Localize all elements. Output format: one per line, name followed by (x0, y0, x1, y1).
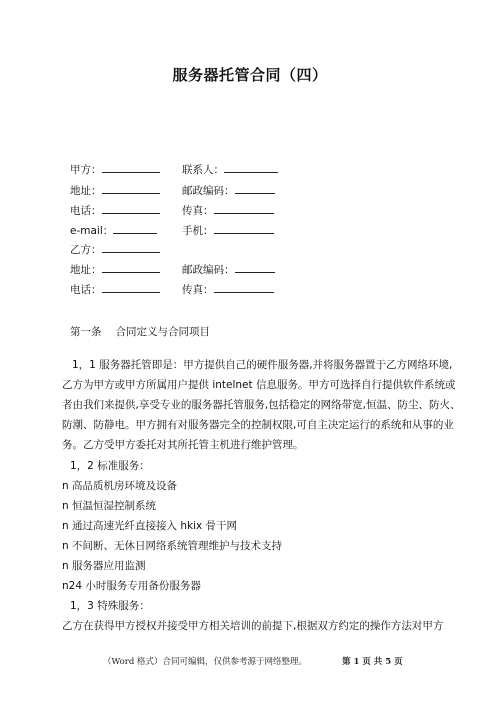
field-label: 传真： (182, 205, 214, 217)
field-label: 电话： (70, 284, 102, 296)
fill-blank[interactable] (102, 183, 160, 194)
list-item: n 服务器应用监测 (62, 560, 146, 572)
section-heading (70, 324, 210, 339)
clause-1-3-title: 1，3 特殊服务： (70, 600, 150, 612)
field-label: e-mail： (70, 225, 114, 237)
fill-blank[interactable] (102, 282, 160, 293)
fill-blank[interactable] (113, 223, 157, 234)
paragraph-line: 者由我们来提供,享受专业的服务器托管服务,包括稳定的网络带宽,恒温、防尘、防火、 (62, 399, 461, 411)
fill-blank[interactable] (214, 223, 274, 234)
fill-blank[interactable] (102, 203, 160, 214)
fill-blank[interactable] (224, 162, 278, 173)
field-label: 地址： (70, 185, 102, 197)
list-item: n 高品质机房环境及设备 (62, 480, 177, 492)
fill-blank[interactable] (235, 262, 275, 273)
field-label: 电话： (70, 205, 102, 217)
clause-1-2-title: 1，2 标准服务： (70, 460, 150, 472)
fill-blank[interactable] (102, 162, 160, 173)
list-item: n 通过高速光纤直接接入 hkix 骨干网 (62, 520, 238, 532)
fill-blank[interactable] (102, 242, 160, 253)
clause-1-1 (62, 355, 461, 455)
list-item: n 不间断、无休日网络系统管理维护与技术支持 (62, 540, 282, 552)
field-label: 甲方： (70, 164, 102, 176)
paragraph-line: 务。乙方受甲方委托对其所托管主机进行维护管理。 (62, 439, 304, 451)
field-label: 邮政编码： (182, 264, 235, 276)
fill-blank[interactable] (235, 183, 275, 194)
clause-1-3-text: 乙方在获得甲方授权并接受甲方相关培训的前提下,根据双方约定的操作方法对甲方 (62, 620, 444, 632)
paragraph-line: 乙方为甲方或甲方所属用户提供 intelnet 信息服务。甲方可选择自行提供软件系统或 (62, 379, 456, 391)
field-label: 传真： (182, 284, 214, 296)
paragraph-line: 1，1 服务器托管即是：甲方提供自己的硬件服务器,并将服务器置于乙方网络环境, (72, 359, 453, 371)
footer-note: （Word 格式）合同可编辑，仅供参考源于网络整理。 (103, 657, 307, 667)
fill-blank[interactable] (214, 282, 274, 293)
section-title: 合同定义与合同项目 (115, 326, 210, 338)
list-item: n24 小时服务专用备份服务器 (62, 580, 201, 592)
field-label: 手机： (182, 225, 214, 237)
field-label: 联系人： (182, 164, 224, 176)
paragraph-line: 防潮、防静电。甲方拥有对服务器完全的控制权限,可自主决定运行的系统和从事的业 (62, 419, 454, 431)
field-label: 地址： (70, 264, 102, 276)
page-title: 服务器托管合同（四） (172, 66, 328, 84)
list-item: n 恒温恒湿控制系统 (62, 500, 156, 512)
field-label: 邮政编码： (182, 185, 235, 197)
section-number: 第一条 (70, 326, 102, 338)
fill-blank[interactable] (102, 262, 160, 273)
fill-blank[interactable] (214, 203, 274, 214)
field-label: 乙方： (70, 244, 102, 256)
page-number: 第 1 页 共 5 页 (342, 657, 403, 667)
